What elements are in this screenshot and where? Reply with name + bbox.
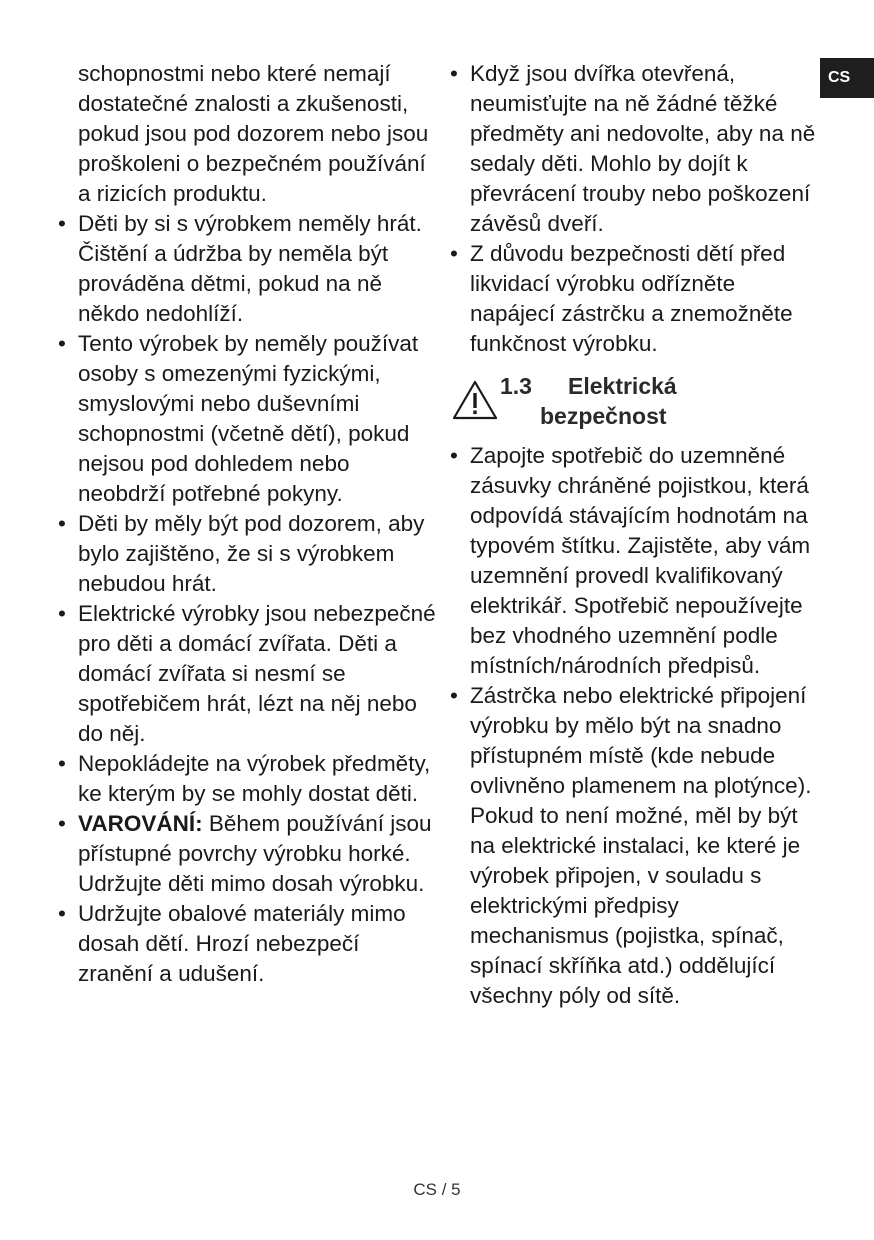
list-item: • Udržujte obalové materiály mimo dosah dětí. Hrozí nebezpečí zranění a udušení. xyxy=(56,899,436,989)
list-item: • Děti by si s výrobkem neměly hrát. Čištění a údržba by neměla být prováděna dětmi, pokud na ně někdo nedohlíží. xyxy=(56,209,436,329)
list-item: • Zapojte spotřebič do uzemněné zásuvky chráněné pojistkou, která odpovídá stávajícím hodnotám na typovém štítku. Zajistěte, aby vám uzemnění provedl kvalifikovaný elektrikář. Spotřebič nepoužívejte bez vhodného uzemnění podle místních/národních předpisů. xyxy=(448,441,816,681)
warning-label: VAROVÁNÍ: xyxy=(78,811,203,836)
list-item: • Nepokládejte na výrobek předměty, ke kterým by se mohly dostat děti. xyxy=(56,749,436,809)
left-column xyxy=(56,59,436,989)
page-number: CS / 5 xyxy=(413,1180,461,1199)
section-number: 1.3 xyxy=(500,373,532,399)
language-tab: CS xyxy=(820,58,874,98)
warning-item xyxy=(56,809,436,899)
list-item: • Tento výrobek by neměly používat osoby s omezenými fyzickými, smyslovými nebo duševními schopnostmi (včetně dětí), pokud nejsou pod dohledem nebo neobdrží potřebné pokyny. xyxy=(56,329,436,509)
list-item: • Elektrické výrobky jsou nebezpečné pro děti a domácí zvířata. Děti a domácí zvířata si nesmí se spotřebičem hrát, lézt na něj nebo do něj. xyxy=(56,599,436,749)
right-bullet-list-top xyxy=(448,59,816,359)
left-bullet-list xyxy=(56,209,436,989)
section-heading xyxy=(448,371,816,431)
list-item: • Děti by měly být pod dozorem, aby bylo zajištěno, že si s výrobkem nebudou hrát. xyxy=(56,509,436,599)
warning-text: Během používání jsou přístupné povrchy výrobku horké. Udržujte děti mimo dosah výrobku. xyxy=(78,811,432,896)
intro-paragraph: schopnostmi nebo které nemají dostatečné znalosti a zkušenosti, pokud jsou pod dozorem nebo jsou proškoleni o bezpečném používání a rizicích produktu. xyxy=(78,61,429,206)
list-item: • Z důvodu bezpečnosti dětí před likvidací výrobku odřízněte napájecí zástrčku a znemožněte funkčnost výrobku. xyxy=(448,239,816,359)
list-item: • Když jsou dvířka otevřená, neumisťujte na ně žádné těžké předměty ani nedovolte, aby na ně sedaly děti. Mohlo by dojít k převrácení trouby nebo poškození závěsů dveří. xyxy=(448,59,816,239)
warning-triangle-icon xyxy=(452,379,498,421)
list-item: • Zástrčka nebo elektrické připojení výrobku by mělo být na snadno přístupném místě (kde nebude ovlivněno plamenem na plotýnce). Pokud to není možné, měl by být na elektrické instalaci, ke které je výrobek připojen, v souladu s elektrickými předpisy mechanismus (pojistka, spínač, spínací skříňka atd.) oddělující všechny póly od sítě. xyxy=(448,681,816,1011)
right-column xyxy=(448,59,816,1011)
right-bullet-list-bottom xyxy=(448,441,816,1011)
section-title: Elektrická bezpečnost xyxy=(540,373,677,429)
